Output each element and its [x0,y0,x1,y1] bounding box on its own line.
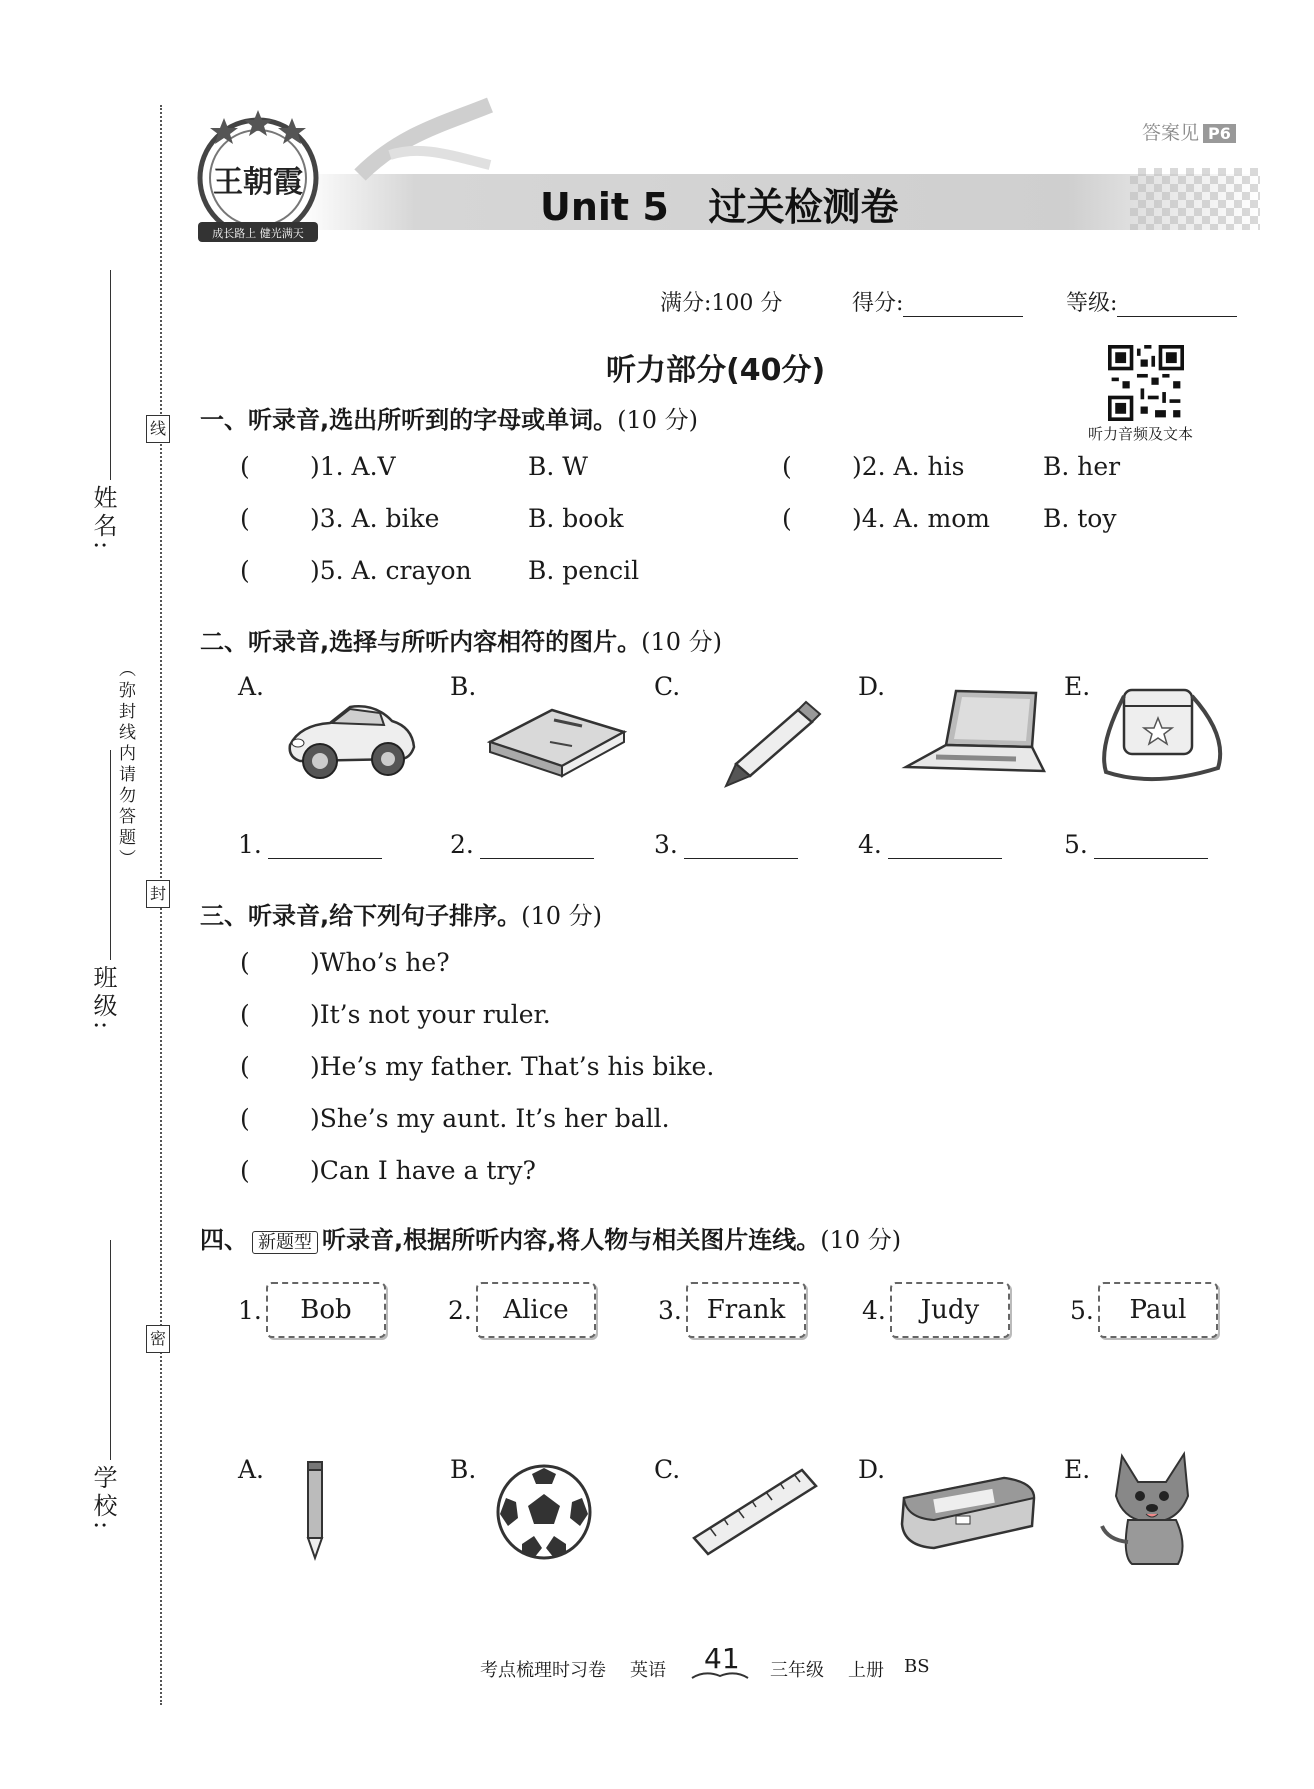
answer-paren[interactable]: ( [782,504,792,533]
seal-char-line: 线 [146,415,170,443]
q2-option-a: A. [238,672,265,701]
class-field-line[interactable] [110,750,111,960]
q4-option-e: E. [1064,1455,1091,1484]
q4-name-bob[interactable]: Bob [266,1282,386,1338]
name-label: 姓名: [89,485,117,554]
q2-option-b: B. [450,672,477,701]
answer-paren[interactable]: ( [782,452,792,481]
q4-name-frank[interactable]: Frank [686,1282,806,1338]
ball-icon [494,1462,594,1562]
answer-reference: 答案见 P6 [1142,118,1236,145]
grade-field[interactable]: 等级: [1066,286,1237,317]
logo-badge [190,110,326,250]
footer-subject: 英语 [630,1660,666,1681]
pencil-icon [300,1458,330,1562]
answer-paren[interactable]: ( [240,1156,250,1185]
dog-icon [1092,1446,1212,1576]
class-label: 班级: [89,965,117,1034]
score-field[interactable]: 得分: [852,286,1023,317]
q3-sentence-4: )She’s my aunt. It’s her ball. [310,1104,670,1133]
q4-name-num: 5. [1070,1296,1094,1325]
q1-item-3: )3. A. bike [310,504,440,533]
answer-paren[interactable]: ( [240,556,250,585]
answer-paren[interactable]: ( [240,504,250,533]
name-field-line[interactable] [110,270,111,480]
q2-blank-3[interactable]: 3. [654,830,798,859]
full-score: 满分:100 分 [660,291,783,316]
q4-name-num: 4. [862,1296,886,1325]
q3-sentence-1: )Who’s he? [310,948,450,977]
bag-icon [1094,676,1234,796]
q2-blank-2[interactable]: 2. [450,830,594,859]
qr-code-icon[interactable] [1108,345,1184,421]
seal-note: （弥封线内请勿答题） [115,660,135,870]
q3-sentence-2: )It’s not your ruler. [310,1000,551,1029]
q2-heading: 二、听录音,选择与所听内容相符的图片。(10 分) [200,628,723,656]
q1-item-4-b: B. toy [1043,504,1117,533]
banner-pattern [1130,168,1260,230]
seal-char-secret: 密 [146,1325,170,1353]
q4-name-num: 3. [658,1296,682,1325]
q4-option-c: C. [654,1455,681,1484]
laptop-icon [896,685,1046,785]
q1-item-2: )2. A. his [852,452,965,481]
pencil-box-icon [894,1468,1044,1558]
q1-item-4: )4. A. mom [852,504,990,533]
q2-blank-5[interactable]: 5. [1064,830,1208,859]
page-number-ornament [690,1668,750,1682]
car-icon [280,695,420,785]
footer-volume: 上册 [848,1660,884,1681]
q1-item-1-b: B. W [528,452,588,481]
q1-heading: 一、听录音,选出所听到的字母或单词。(10 分) [200,406,699,434]
answer-paren[interactable]: ( [240,1000,250,1029]
answer-paren[interactable]: ( [240,1104,250,1133]
qr-caption: 听力音频及文本 [1088,425,1194,443]
q4-name-num: 1. [238,1296,262,1325]
q1-item-5: )5. A. crayon [310,556,472,585]
section-title: 听力部分(40分) [606,353,826,388]
book-icon [482,690,632,780]
q4-name-paul[interactable]: Paul [1098,1282,1218,1338]
footer-series: 考点梳理时习卷 [480,1660,606,1681]
svg-text:成长路上 健光满天: 成长路上 健光满天 [212,227,304,240]
q4-name-num: 2. [448,1296,472,1325]
svg-text:王朝霞: 王朝霞 [213,165,303,200]
page-title: Unit 5 过关检测卷 [540,185,899,229]
answer-paren[interactable]: ( [240,1052,250,1081]
q1-item-2-b: B. her [1043,452,1121,481]
q1-item-3-b: B. book [528,504,624,533]
new-type-tag: 新题型 [252,1231,318,1254]
q4-option-d: D. [858,1455,886,1484]
ribbon-decoration [350,95,500,185]
footer-grade: 三年级 [770,1660,824,1681]
crayon-icon [706,690,826,790]
q4-heading: 四、 新题型 听录音,根据所听内容,将人物与相关图片连线。(10 分) [200,1226,902,1254]
answer-paren[interactable]: ( [240,452,250,481]
page-number: 41 [704,1642,740,1675]
q3-sentence-5: )Can I have a try? [310,1156,536,1185]
q4-option-a: A. [238,1455,265,1484]
q2-option-c: C. [654,672,681,701]
q2-blank-1[interactable]: 1. [238,830,382,859]
q2-option-d: D. [858,672,886,701]
footer-edition: BS [904,1656,930,1677]
q3-sentence-3: )He’s my father. That’s his bike. [310,1052,715,1081]
school-field-line[interactable] [110,1240,111,1460]
q4-name-judy[interactable]: Judy [890,1282,1010,1338]
q4-name-alice[interactable]: Alice [476,1282,596,1338]
q2-blank-4[interactable]: 4. [858,830,1002,859]
seal-char-seal: 封 [146,880,170,908]
q1-item-5-b: B. pencil [528,556,640,585]
q1-item-1: )1. A.V [310,452,396,481]
q3-heading: 三、听录音,给下列句子排序。(10 分) [200,902,603,930]
q2-option-e: E. [1064,672,1091,701]
ruler-icon [690,1466,820,1556]
answer-paren[interactable]: ( [240,948,250,977]
q4-option-b: B. [450,1455,477,1484]
school-label: 学校: [89,1465,117,1534]
